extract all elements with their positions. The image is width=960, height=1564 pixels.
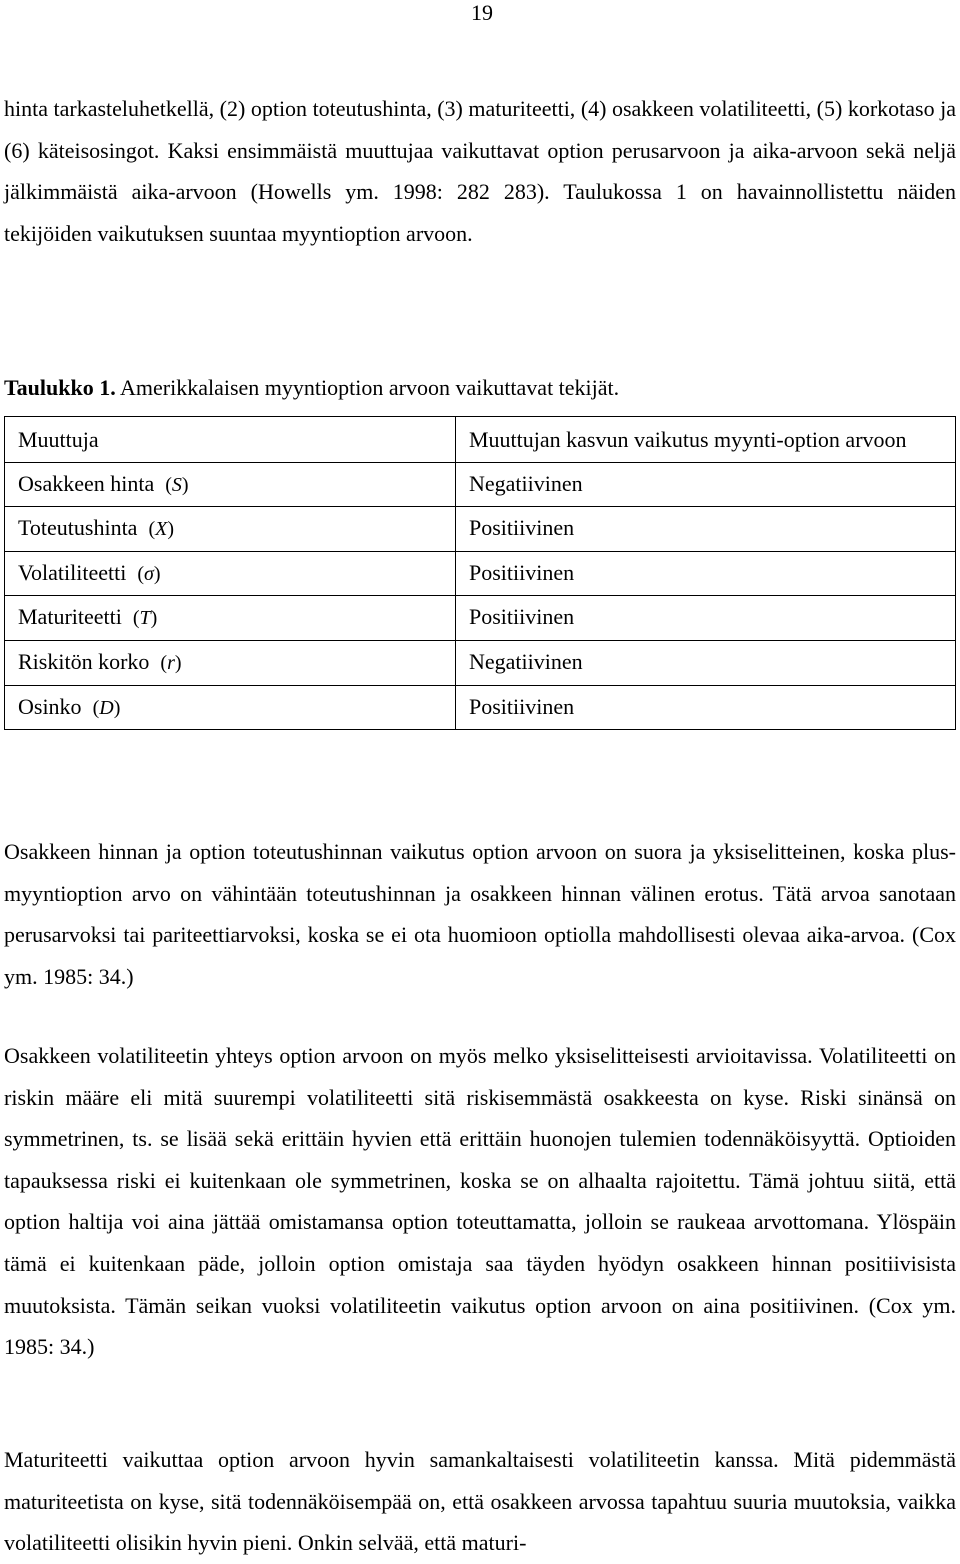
table-header-row xyxy=(5,417,956,463)
table-row xyxy=(5,507,956,552)
variable-name: Riskitön korko xyxy=(18,648,150,674)
table-caption-text: Amerikkalaisen myyntioption arvoon vaikuttavat tekijät. xyxy=(115,375,620,400)
table-row xyxy=(5,596,956,641)
variable-symbol: D xyxy=(99,696,114,719)
variable-name: Osinko xyxy=(18,693,82,719)
variable-cell: Volatiliteetti (σ) xyxy=(5,551,456,596)
effect-cell: Positiivinen xyxy=(456,685,956,730)
page-number: 19 xyxy=(471,0,493,25)
variable-name: Toteutushinta xyxy=(18,515,138,541)
variable-symbol: S xyxy=(171,473,182,496)
effect-cell: Positiivinen xyxy=(456,596,956,641)
variables-table xyxy=(4,416,956,730)
effect-cell: Positiivinen xyxy=(456,507,956,552)
paragraph-intro: hinta tarkasteluhetkellä, (2) option toteutushinta, (3) maturiteetti, (4) osakkeen volatiliteetti, (5) korkotaso ja (6) käteisosingot. Kaksi ensimmäistä muuttujaa vaikuttavat option perusarvoon ja aika-arvoon sekä neljä jälkimmäistä aika-arvoon (Howells ym. 1998: 282 283). Taulukossa 1 on havainnollistettu näiden tekijöiden vaikutuksen suuntaa myyntioption arvoon. xyxy=(4,96,956,246)
effect-cell: Positiivinen xyxy=(456,551,956,596)
variable-name: Maturiteetti xyxy=(18,604,122,630)
variable-symbol: r xyxy=(167,651,175,674)
variable-name: Volatiliteetti xyxy=(18,559,127,585)
variable-symbol: T xyxy=(139,607,151,630)
table-row xyxy=(5,551,956,596)
effect-cell: Negatiivinen xyxy=(456,640,956,685)
table-caption-label: Taulukko 1. xyxy=(4,375,116,400)
variable-cell: Osakkeen hinta (S) xyxy=(5,462,456,507)
paragraph-stock-price: Osakkeen hinnan ja option toteutushinnan vaikutus option arvoon on suora ja yksiselitteinen, koska plus-myyntioption arvo on vähintään toteutushinnan ja osakkeen hinnan välinen erotus. Tätä arvoa sanotaan perusarvoksi tai pariteettiarvoksi, koska se ei ota huomioon optiolla mahdollisesti olevaa aika-arvoa. (Cox ym. 1985: 34.) xyxy=(4,839,956,989)
variable-cell: Riskitön korko (r) xyxy=(5,640,456,685)
paragraph-volatility: Osakkeen volatiliteetin yhteys option arvoon on myös melko yksiselitteisesti arvioitavissa. Volatiliteetti on riskin määre eli mitä suurempi volatiliteetti sitä riskisemmästä osakkeesta on kyse. Riski sinänsä on symmetrinen, ts. se lisää sekä erittäin hyvien että erittäin huonojen tulemien todennäköisyyttä. Optioiden tapauksessa riski ei kuitenkaan ole symmetrinen, koska se on alhaalta rajoitettu. Tämä johtuu siitä, että option haltija voi aina jättää omistamansa option toteuttamatta, jolloin se raukeaa arvottomana. Ylöspäin tämä ei kuitenkaan päde, jolloin option omistaja saa täyden hyödyn osakkeen hinnan positiivisista muutoksista. Tämän seikan vuoksi volatiliteetin vaikutus option arvoon on aina positiivinen. (Cox ym. 1985: 34.) xyxy=(4,1043,956,1360)
table-row xyxy=(5,462,956,507)
variable-symbol: σ xyxy=(144,562,154,585)
paragraph-maturity: Maturiteetti vaikuttaa option arvoon hyvin samankaltaisesti volatiliteetin kanssa. Mitä pidemmästä maturiteetista on kyse, sitä todennäköisempää on, että osakkeen arvossa tapahtuu suuria muutoksia, vaikka volatiliteetti olisikin hyvin pieni. Onkin selvää, että maturi- xyxy=(4,1447,956,1556)
variable-cell: Maturiteetti (T) xyxy=(5,596,456,641)
table-row xyxy=(5,640,956,685)
header-variable: Muuttuja xyxy=(5,417,456,463)
table-row xyxy=(5,685,956,730)
header-effect: Muuttujan kasvun vaikutus myynti-option arvoon xyxy=(456,417,956,463)
table-caption xyxy=(4,375,619,401)
variable-name: Osakkeen hinta xyxy=(18,470,155,496)
effect-cell: Negatiivinen xyxy=(456,462,956,507)
variable-cell: Toteutushinta (X) xyxy=(5,507,456,552)
variable-cell: Osinko (D) xyxy=(5,685,456,730)
variable-symbol: X xyxy=(155,518,168,541)
